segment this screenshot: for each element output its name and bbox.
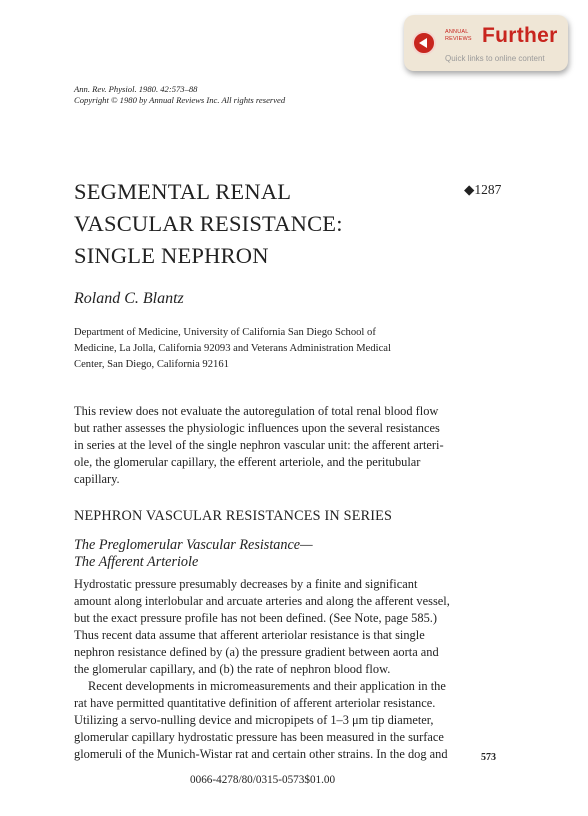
- section-heading: NEPHRON VASCULAR RESISTANCES IN SERIES: [74, 508, 393, 524]
- title-line-3: SINGLE NEPHRON: [74, 243, 269, 268]
- title-line-1: SEGMENTAL RENAL: [74, 179, 292, 204]
- back-arrow-icon[interactable]: [412, 31, 436, 55]
- subheading-line-2: The Afferent Arteriole: [74, 554, 199, 570]
- text-line: in series at the level of the single nephron vascular unit: the afferent arteri-: [74, 438, 444, 452]
- badge-small-line2: REVIEWS: [445, 35, 472, 42]
- subsection-heading: [74, 537, 313, 571]
- affiliation-line-1: Department of Medicine, University of California San Diego School of: [74, 327, 376, 338]
- text-line: glomeruli of the Munich-Wistar rat and certain other strains. In the dog and: [74, 747, 448, 761]
- text-line: capillary.: [74, 472, 120, 486]
- article-title: [74, 176, 343, 272]
- badge-publisher-label: [445, 29, 475, 42]
- text-line: Thus recent data assume that afferent arteriolar resistance is that single: [74, 628, 425, 642]
- author-name: Roland C. Blantz: [74, 290, 184, 307]
- badge-subtitle[interactable]: Quick links to online content: [445, 54, 545, 63]
- badge-brand[interactable]: Further: [482, 24, 558, 47]
- text-line: but the exact pressure profile has not been defined. (See Note, page 585.): [74, 611, 437, 625]
- body-paragraph-2: [74, 678, 516, 763]
- text-line: amount along interlobular and arcuate arteries and along the afferent vessel,: [74, 594, 450, 608]
- badge-small-line1: ANNUAL: [445, 29, 469, 35]
- text-line: Hydrostatic pressure presumably decreases by a finite and significant: [74, 577, 418, 591]
- page-number: 573: [481, 752, 496, 763]
- text-line: ole, the glomerular capillary, the efferent arteriole, and the peritubular: [74, 455, 421, 469]
- copyright-line: Copyright © 1980 by Annual Reviews Inc. All rights reserved: [74, 95, 286, 105]
- subheading-line-1: The Preglomerular Vascular Resistance—: [74, 537, 313, 553]
- text-line: Recent developments in micromeasurements and their application in the: [88, 679, 446, 693]
- affiliation-line-2: Medicine, La Jolla, California 92093 and Veterans Administration Medical: [74, 343, 391, 354]
- text-line: nephron resistance defined by (a) the pressure gradient between aorta and: [74, 645, 439, 659]
- footer-code: 0066-4278/80/0315-0573$01.00: [190, 774, 336, 786]
- affiliation-line-3: Center, San Diego, California 92161: [74, 359, 229, 370]
- abstract-paragraph: [74, 403, 516, 488]
- title-line-2: VASCULAR RESISTANCE:: [74, 211, 343, 236]
- annual-reviews-further-badge[interactable]: [404, 15, 568, 71]
- text-line: rat have permitted quantitative definition of afferent arteriolar resistance.: [74, 696, 436, 710]
- text-line: Utilizing a servo-nulling device and micropipets of 1–3 μm tip diameter,: [74, 713, 434, 727]
- text-line: This review does not evaluate the autoregulation of total renal blood flow: [74, 404, 439, 418]
- article-tag: ◆1287: [464, 182, 502, 197]
- author-affiliation: [74, 325, 494, 373]
- text-line: but rather assesses the physiologic influences upon the several resistances: [74, 421, 440, 435]
- text-line: glomerular capillary hydrostatic pressure has been measured in the surface: [74, 730, 444, 744]
- body-paragraph-1: [74, 576, 516, 678]
- citation-line: Ann. Rev. Physiol. 1980. 42:573–88: [74, 84, 198, 94]
- text-line: the glomerular capillary, and (b) the rate of nephron blood flow.: [74, 662, 391, 676]
